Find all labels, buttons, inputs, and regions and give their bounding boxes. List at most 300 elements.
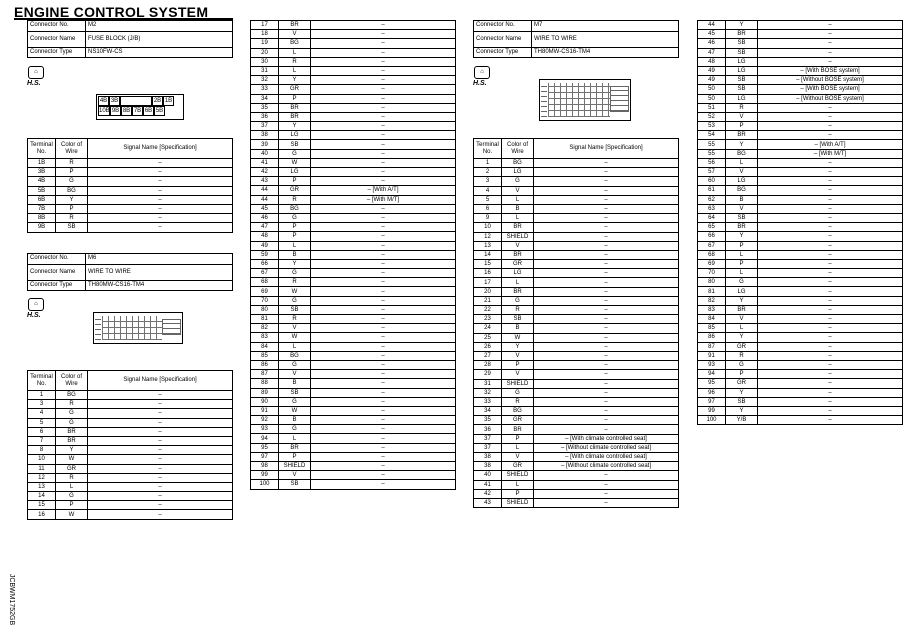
wire-color-cell: P [726, 241, 758, 250]
terminal-no-cell: 42 [251, 168, 279, 177]
wire-color-cell: P [279, 232, 311, 241]
wire-color-cell: L [502, 480, 534, 489]
wire-color-cell: R [726, 103, 758, 112]
terminal-no-cell: 38 [474, 462, 502, 471]
wire-color-cell: L [279, 342, 311, 351]
wire-color-cell: LG [279, 168, 311, 177]
terminal-no-cell: 35 [474, 416, 502, 425]
terminal-no-cell: 97 [698, 397, 726, 406]
terminal-no-cell: 19 [251, 39, 279, 48]
wire-color-cell: SHIELD [502, 471, 534, 480]
wire-color-cell: L [279, 241, 311, 250]
connector-type-label: Connector Type [28, 47, 86, 58]
signal-name-cell: – [88, 446, 233, 455]
terminal-no-cell: 81 [251, 315, 279, 324]
signal-name-cell: – [758, 416, 903, 425]
terminal-no-cell: 86 [251, 360, 279, 369]
table-row [698, 39, 903, 48]
fuse-cell: 2B [153, 98, 162, 104]
terminal-no-cell: 33 [251, 85, 279, 94]
signal-name-cell: – [311, 342, 456, 351]
wire-color-cell: R [279, 278, 311, 287]
table-row [251, 195, 456, 204]
table-row [251, 76, 456, 85]
terminal-no-cell: 99 [698, 406, 726, 415]
terminal-no-cell: 28 [474, 361, 502, 370]
wire-color-cell: LG [726, 177, 758, 186]
wire-color-cell: Y [279, 122, 311, 131]
wire-color-cell: LG [726, 57, 758, 66]
table-row [474, 204, 679, 213]
table-row [28, 409, 233, 418]
color-of-wire-header: Color of Wire [56, 139, 88, 159]
terminal-no-cell: 38 [474, 453, 502, 462]
wire-color-cell: SB [56, 223, 88, 232]
m6-connector-info [27, 253, 233, 291]
table-row [474, 434, 679, 443]
signal-name-cell: – [758, 112, 903, 121]
table-row [474, 214, 679, 223]
signal-name-cell: – [758, 195, 903, 204]
wire-color-cell: W [279, 406, 311, 415]
wire-color-cell: V [726, 112, 758, 121]
wire-color-cell: SB [726, 39, 758, 48]
fuse-cell: 7B [133, 108, 142, 114]
signal-name-cell: – [758, 370, 903, 379]
page-title: ENGINE CONTROL SYSTEM [14, 4, 209, 20]
m7-terminal-table [473, 138, 679, 508]
terminal-no-cell: 89 [251, 388, 279, 397]
table-row [251, 443, 456, 452]
terminal-no-cell: 59 [251, 250, 279, 259]
wire-color-cell: P [279, 452, 311, 461]
wire-color-cell: BG [502, 159, 534, 168]
table-row [698, 112, 903, 121]
wire-color-cell: B [279, 250, 311, 259]
fuse-cell: 3B [110, 98, 119, 104]
hs-label: H.S. [27, 80, 41, 87]
table-row [251, 305, 456, 314]
signal-name-cell: – [88, 464, 233, 473]
signal-name-cell: – [758, 232, 903, 241]
wire-color-cell: SHIELD [502, 379, 534, 388]
signal-name-cell: – [With M/T] [758, 149, 903, 158]
signal-name-cell: – [534, 250, 679, 259]
terminal-no-cell: 41 [251, 158, 279, 167]
terminal-no-cell: 68 [251, 278, 279, 287]
terminal-no-cell: 43 [474, 498, 502, 507]
wire-color-cell: BR [726, 223, 758, 232]
terminal-no-cell: 85 [251, 351, 279, 360]
table-row [251, 66, 456, 75]
terminal-no-cell: 24 [474, 324, 502, 333]
table-row [698, 57, 903, 66]
wire-color-cell: R [56, 473, 88, 482]
terminal-no-cell: 67 [251, 269, 279, 278]
wire-color-cell: SB [726, 48, 758, 57]
m7-connector-type: TH80MW-CS16-TM4 [532, 47, 679, 58]
table-row [698, 140, 903, 149]
signal-name-cell: – [758, 379, 903, 388]
connector-pins-right [162, 319, 181, 335]
table-row [474, 241, 679, 250]
signal-name-cell: – [311, 259, 456, 268]
signal-name-cell: – [534, 168, 679, 177]
terminal-no-cell: 69 [251, 287, 279, 296]
wire-color-cell: SB [726, 76, 758, 85]
signal-name-cell: – [758, 269, 903, 278]
wire-color-cell: SHIELD [502, 232, 534, 241]
terminal-no-cell: 18 [251, 30, 279, 39]
signal-name-cell: – [311, 158, 456, 167]
wire-color-cell: Y [279, 259, 311, 268]
signal-name-cell: – [534, 315, 679, 324]
table-row [698, 94, 903, 103]
signal-name-cell: – [311, 250, 456, 259]
signal-name-cell: – [758, 223, 903, 232]
terminal-no-cell: 91 [251, 406, 279, 415]
wire-color-cell: P [56, 501, 88, 510]
terminal-no-cell: 6 [474, 204, 502, 213]
signal-name-cell: – [758, 48, 903, 57]
signal-name-cell: – [758, 388, 903, 397]
signal-name-cell: – [311, 287, 456, 296]
signal-name-cell: – [Without BOSE system] [758, 94, 903, 103]
wire-color-cell: G [502, 177, 534, 186]
terminal-no-cell: 80 [698, 278, 726, 287]
terminal-no-cell: 82 [698, 296, 726, 305]
wire-color-cell: V [726, 168, 758, 177]
connector-pins-left [95, 316, 101, 340]
table-row [251, 158, 456, 167]
signal-name-cell: – [311, 333, 456, 342]
signal-name-cell: – [311, 149, 456, 158]
hs-label: H.S. [27, 312, 41, 319]
table-row [474, 250, 679, 259]
terminal-no-cell: 87 [251, 370, 279, 379]
signal-name-cell: – [88, 177, 233, 186]
table-row [698, 76, 903, 85]
signal-name-cell: – [88, 223, 233, 232]
terminal-no-cell: 16 [28, 510, 56, 519]
table-row [251, 259, 456, 268]
terminal-no-cell: 69 [698, 259, 726, 268]
table-row [698, 315, 903, 324]
connector-name-label: Connector Name [474, 31, 532, 47]
terminal-no-cell: 60 [698, 177, 726, 186]
wire-color-cell: GR [726, 342, 758, 351]
terminal-no-cell: 49 [251, 241, 279, 250]
signal-name-cell: – [758, 168, 903, 177]
table-row [698, 122, 903, 131]
terminal-no-cell: 7B [28, 204, 56, 213]
table-row [251, 30, 456, 39]
terminal-no-cell: 94 [251, 434, 279, 443]
table-row [474, 324, 679, 333]
terminal-no-cell: 84 [251, 342, 279, 351]
signal-name-cell: – [534, 223, 679, 232]
signal-name-cell: – [311, 122, 456, 131]
table-row [474, 315, 679, 324]
signal-name-cell: – [311, 223, 456, 232]
signal-name-cell: – [311, 232, 456, 241]
table-row [28, 159, 233, 168]
terminal-no-cell: 17 [474, 278, 502, 287]
signal-name-cell: – [758, 30, 903, 39]
table-row [28, 501, 233, 510]
signal-name-cell: – [534, 480, 679, 489]
wire-color-cell: BR [56, 427, 88, 436]
signal-name-cell: – [88, 427, 233, 436]
signal-name-cell: – [311, 48, 456, 57]
signal-name-cell: – [311, 324, 456, 333]
wire-color-cell: LG [726, 94, 758, 103]
terminal-no-cell: 27 [474, 351, 502, 360]
wire-color-cell: SB [726, 213, 758, 222]
terminal-no-cell: 37 [474, 434, 502, 443]
signal-name-cell: – [311, 76, 456, 85]
table-row [474, 296, 679, 305]
table-row [251, 21, 456, 30]
signal-name-cell: – [With climate controlled seat] [534, 453, 679, 462]
table-row [698, 168, 903, 177]
signal-name-cell: – [311, 471, 456, 480]
table-row [251, 370, 456, 379]
table-row [698, 48, 903, 57]
table-row [698, 305, 903, 314]
connector-name-label: Connector Name [28, 31, 86, 47]
terminal-no-cell: 25 [474, 333, 502, 342]
table-row [698, 296, 903, 305]
table-row [474, 278, 679, 287]
wire-color-cell: L [726, 158, 758, 167]
signal-name-cell: – [534, 397, 679, 406]
terminal-no-cell: 42 [474, 489, 502, 498]
table-row [28, 186, 233, 195]
table-row [28, 492, 233, 501]
table-row [251, 269, 456, 278]
terminal-no-header: Terminal No. [28, 371, 56, 391]
wire-color-cell: P [502, 489, 534, 498]
table-row [474, 177, 679, 186]
signal-name-cell: – [758, 131, 903, 140]
signal-name-cell: – [758, 39, 903, 48]
wire-color-cell: LG [502, 269, 534, 278]
signal-name-cell: – [758, 103, 903, 112]
signal-name-cell: – [534, 333, 679, 342]
wire-color-cell: V [502, 186, 534, 195]
signal-name-cell: – [758, 213, 903, 222]
terminal-no-cell: 1 [28, 391, 56, 400]
wire-color-cell: Y [726, 21, 758, 30]
table-row [474, 186, 679, 195]
terminal-no-cell: 32 [474, 388, 502, 397]
terminal-no-cell: 20 [474, 287, 502, 296]
terminal-no-cell: 44 [698, 21, 726, 30]
signal-name-cell: – [534, 186, 679, 195]
m2-terminal-table [27, 138, 233, 233]
wire-color-cell: BR [279, 112, 311, 121]
signal-name-cell: – [311, 39, 456, 48]
fuse-cell: 6B [144, 108, 153, 114]
signal-name-cell: – [88, 409, 233, 418]
terminal-no-cell: 43 [251, 177, 279, 186]
wire-color-cell: B [279, 379, 311, 388]
terminal-no-cell: 98 [251, 462, 279, 471]
table-row [28, 177, 233, 186]
table-row [251, 278, 456, 287]
terminal-no-cell: 2 [474, 168, 502, 177]
signal-name-cell: – [311, 112, 456, 121]
wire-color-cell: G [279, 360, 311, 369]
signal-name-cell: – [534, 351, 679, 360]
signal-name-cell: – [88, 168, 233, 177]
terminal-no-cell: 50 [698, 85, 726, 94]
signal-name-cell: – [534, 195, 679, 204]
wire-color-cell: W [279, 158, 311, 167]
table-row [474, 480, 679, 489]
wire-color-cell: BR [56, 436, 88, 445]
table-row [28, 427, 233, 436]
wire-color-cell: LG [726, 287, 758, 296]
signal-name-cell: – [311, 30, 456, 39]
terminal-no-cell: 82 [251, 324, 279, 333]
signal-name-cell: – [534, 287, 679, 296]
table-row [251, 122, 456, 131]
fuse-cell: 9B [111, 108, 120, 114]
wire-color-cell: Y [726, 140, 758, 149]
connector-pin-grid [548, 83, 610, 117]
signal-name-cell: – [88, 159, 233, 168]
signal-name-cell: – [311, 388, 456, 397]
signal-name-cell: – [88, 455, 233, 464]
m7-terminal-table-continued [697, 20, 903, 425]
wire-color-cell: L [502, 214, 534, 223]
wire-color-cell: L [279, 66, 311, 75]
signal-name-cell: – [311, 269, 456, 278]
wire-color-cell: L [279, 434, 311, 443]
table-row [251, 471, 456, 480]
terminal-no-cell: 47 [698, 48, 726, 57]
wire-color-cell: Y [726, 406, 758, 415]
table-row [698, 351, 903, 360]
table-row [251, 462, 456, 471]
wire-color-cell: GR [279, 186, 311, 195]
table-row [698, 204, 903, 213]
m6-connector-name: WIRE TO WIRE [86, 264, 233, 280]
table-row [28, 436, 233, 445]
terminal-no-cell: 6B [28, 195, 56, 204]
signal-name-cell: – [311, 94, 456, 103]
table-row [251, 287, 456, 296]
wire-color-cell: SB [502, 315, 534, 324]
signal-name-cell: – [311, 168, 456, 177]
fuse-cell: 4B [99, 98, 108, 104]
wire-color-cell: Y [726, 232, 758, 241]
wire-color-cell: L [502, 278, 534, 287]
signal-name-cell: – [758, 360, 903, 369]
signal-name-cell: – [534, 306, 679, 315]
table-row [474, 306, 679, 315]
terminal-no-cell: 35 [251, 103, 279, 112]
signal-name-cell: – [88, 214, 233, 223]
signal-name-cell: – [758, 406, 903, 415]
signal-name-cell: – [311, 278, 456, 287]
table-row [251, 333, 456, 342]
signal-name-cell: – [758, 57, 903, 66]
table-row [474, 425, 679, 434]
signal-name-cell: – [Without BOSE system] [758, 76, 903, 85]
signal-name-cell: – [758, 158, 903, 167]
table-row [251, 425, 456, 434]
signal-name-cell: – [88, 400, 233, 409]
wire-color-cell: W [279, 333, 311, 342]
wire-color-cell: W [502, 333, 534, 342]
terminal-no-cell: 93 [698, 360, 726, 369]
signal-name-cell: – [758, 204, 903, 213]
wire-color-cell: BR [279, 103, 311, 112]
terminal-no-cell: 53 [698, 122, 726, 131]
terminal-no-cell: 3 [28, 400, 56, 409]
wire-color-cell: R [56, 159, 88, 168]
wire-color-cell: GR [502, 260, 534, 269]
table-row [474, 489, 679, 498]
wire-color-cell: W [56, 455, 88, 464]
fuse-cell: 5B [155, 108, 164, 114]
terminal-no-cell: 34 [474, 407, 502, 416]
terminal-no-cell: 100 [698, 416, 726, 425]
terminal-no-cell: 36 [251, 112, 279, 121]
wire-color-cell: SB [279, 388, 311, 397]
terminal-no-cell: 54 [698, 131, 726, 140]
wire-color-cell: LG [279, 131, 311, 140]
table-row [698, 360, 903, 369]
m7-connector-name: WIRE TO WIRE [532, 31, 679, 47]
terminal-no-cell: 44 [251, 195, 279, 204]
terminal-no-header: Terminal No. [28, 139, 56, 159]
table-row [474, 333, 679, 342]
table-row [474, 416, 679, 425]
terminal-no-cell: 38 [251, 131, 279, 140]
signal-name-cell: – [534, 232, 679, 241]
signal-name-cell: – [With A/T] [311, 186, 456, 195]
terminal-no-cell: 49 [698, 66, 726, 75]
wire-color-cell: Y/B [726, 416, 758, 425]
fuse-cell: 10B [99, 108, 110, 114]
table-row [251, 315, 456, 324]
table-row [474, 379, 679, 388]
wire-color-cell: Y [726, 296, 758, 305]
terminal-no-cell: 10 [474, 223, 502, 232]
wire-color-cell: G [502, 296, 534, 305]
signal-name-cell: – [311, 85, 456, 94]
wire-color-cell: R [502, 306, 534, 315]
table-row [251, 177, 456, 186]
wire-color-cell: SB [726, 85, 758, 94]
wire-color-cell: GR [279, 85, 311, 94]
wire-color-cell: R [56, 400, 88, 409]
signal-name-cell: – [With BOSE system] [758, 85, 903, 94]
signal-name-cell: – [758, 122, 903, 131]
wire-color-cell: L [726, 250, 758, 259]
wire-color-cell: R [279, 195, 311, 204]
signal-name-cell: – [534, 269, 679, 278]
fuse-key-slot [120, 96, 152, 106]
table-row [698, 287, 903, 296]
wire-color-cell: SB [279, 140, 311, 149]
terminal-no-cell: 66 [251, 259, 279, 268]
wire-color-cell: L [502, 443, 534, 452]
